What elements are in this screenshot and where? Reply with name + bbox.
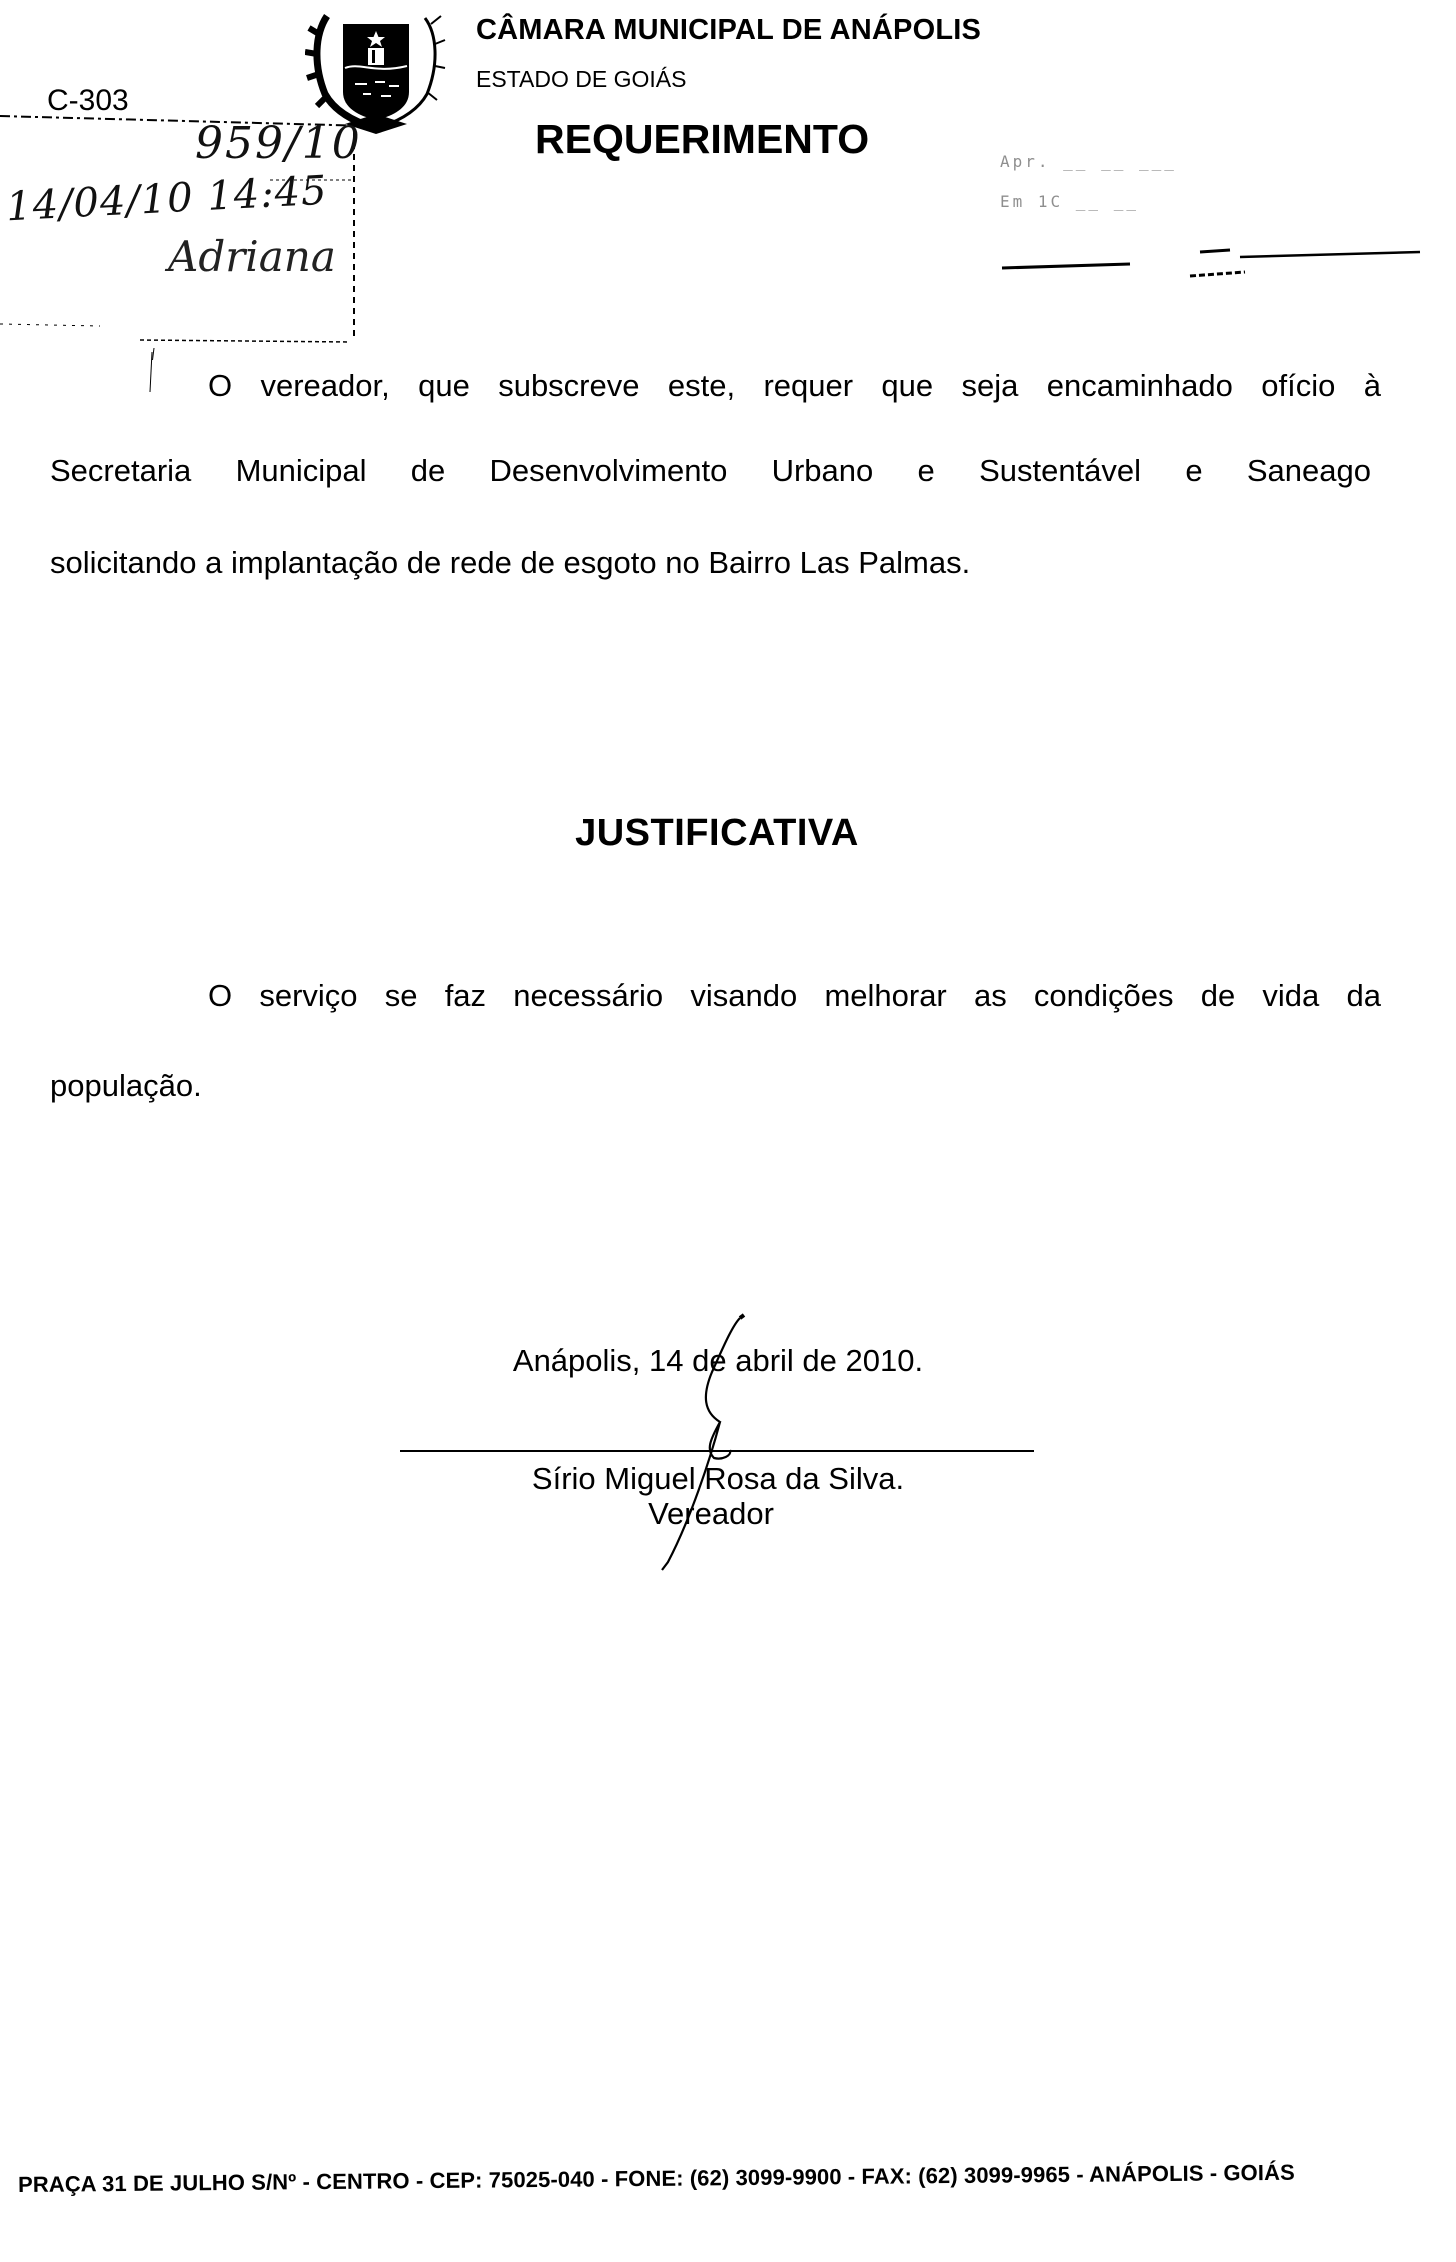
request-line-3: solicitando a implantação de rede de esgoto no Bairro Las Palmas. — [50, 545, 971, 580]
word: e — [1185, 453, 1203, 488]
word: Municipal — [235, 453, 367, 488]
protocol-code: C-303 — [47, 84, 129, 117]
signer-role: Vereador — [648, 1496, 774, 1531]
word: Sustentável — [979, 453, 1142, 488]
word: que — [881, 368, 934, 403]
word: de — [1200, 978, 1236, 1013]
word: O — [208, 978, 233, 1013]
word: este, — [667, 368, 736, 403]
request-line-1 — [208, 370, 1381, 401]
word: encaminhado — [1046, 368, 1233, 403]
justification-line-1 — [208, 980, 1381, 1011]
protocol-datetime: 14/04/10 14:45 — [5, 167, 329, 231]
word: Saneago — [1246, 453, 1371, 488]
word: requer — [763, 368, 854, 403]
organization-state: ESTADO DE GOIÁS — [476, 66, 687, 92]
protocol-received-by: Adriana — [168, 232, 336, 281]
margin-mark — [148, 352, 154, 392]
word: condições — [1033, 978, 1174, 1013]
word: melhorar — [824, 978, 947, 1013]
word: seja — [961, 368, 1019, 403]
word: vida — [1262, 978, 1320, 1013]
protocol-number: 959/10 — [195, 118, 362, 169]
document-title: REQUERIMENTO — [535, 116, 870, 162]
word: que — [418, 368, 470, 403]
word: vereador, — [260, 368, 390, 403]
word: à — [1363, 368, 1381, 403]
word: Desenvolvimento — [489, 453, 728, 488]
word: O — [208, 368, 233, 403]
word: de — [410, 453, 446, 488]
approval-stamp-line1: Apr. __ __ ___ — [1000, 152, 1177, 171]
signer-name: Sírio Miguel Rosa da Silva. — [531, 1461, 905, 1496]
approval-stamp-line2: Em 1C __ __ — [1000, 192, 1139, 211]
word: visando — [690, 978, 798, 1013]
word: e — [917, 453, 935, 488]
word: serviço — [259, 978, 358, 1013]
request-line-2 — [50, 455, 1371, 486]
word: se — [384, 978, 418, 1013]
footer-address: PRAÇA 31 DE JULHO S/Nº - CENTRO - CEP: 75025-040 - FONE: (62) 3099-9900 - FAX: (62) 3099-9965 - ANÁPOLIS - GOIÁS — [17, 2159, 1295, 2197]
word: da — [1346, 978, 1381, 1013]
organization-name: CÂMARA MUNICIPAL DE ANÁPOLIS — [476, 14, 982, 46]
word: Secretaria — [50, 453, 192, 488]
word: as — [973, 978, 1007, 1013]
approval-stamp — [990, 140, 1430, 290]
signature-line — [400, 1450, 1034, 1452]
word: subscreve — [498, 368, 640, 403]
word: necessário — [513, 978, 664, 1013]
word: Urbano — [771, 453, 874, 488]
handwritten-signature-icon — [640, 1300, 780, 1580]
justification-title: JUSTIFICATIVA — [575, 812, 859, 854]
word: ofício — [1261, 368, 1336, 403]
place-date: Anápolis, 14 de abril de 2010. — [512, 1343, 924, 1378]
word: faz — [444, 978, 487, 1013]
justification-line-2: população. — [50, 1068, 202, 1103]
